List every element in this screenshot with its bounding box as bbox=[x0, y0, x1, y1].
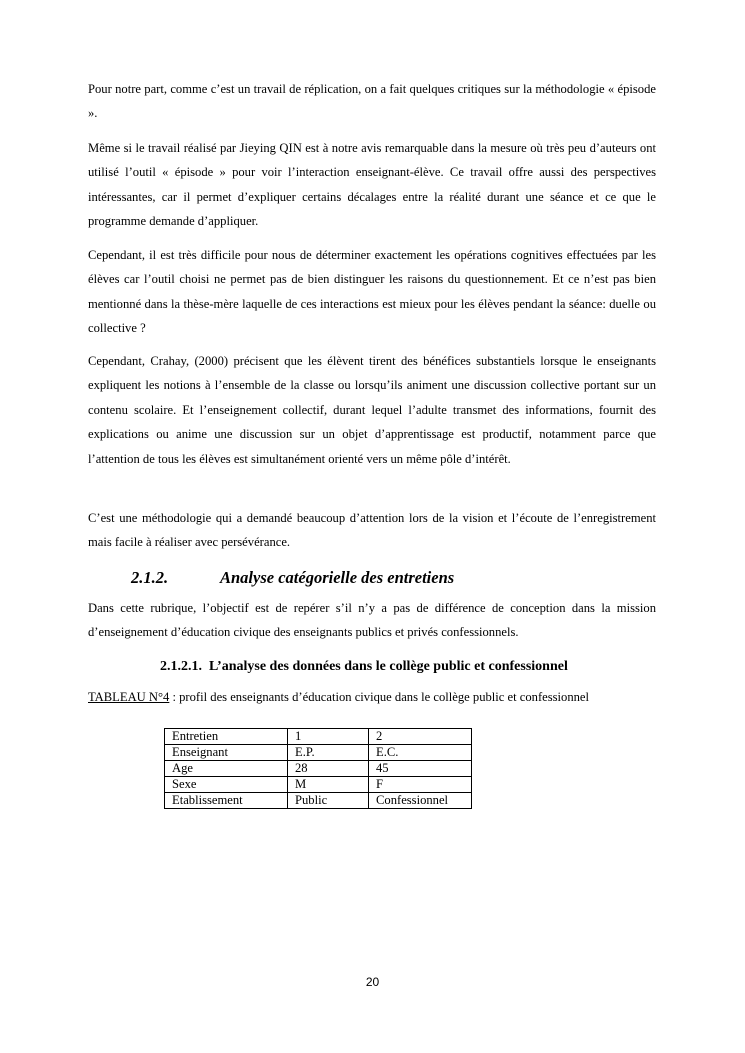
paragraph-cognitive-operations: Cependant, il est très difficile pour nous de déterminer exactement les opérations cognitives effectuées par les élèves car l’outil choisi ne permet pas de bien distinguer les raisons du questionnement. Et ce n’est pas bien mentionné dans la thèse-mère laquelle de ces interactions est mieux pour les élèves pendant la séance: duelle ou collective ? bbox=[88, 248, 656, 336]
table-cell: M bbox=[288, 777, 369, 793]
table-cell: Etablissement bbox=[165, 793, 288, 809]
table-cell: F bbox=[369, 777, 472, 793]
table-row bbox=[165, 745, 472, 761]
table-cell: 28 bbox=[288, 761, 369, 777]
teacher-profile-table bbox=[164, 728, 472, 809]
subsection-title: L’analyse des données dans le collège public et confessionnel bbox=[209, 659, 568, 674]
paragraph-qin-work: Même si le travail réalisé par Jieying QIN est à notre avis remarquable dans la mesure où très peu d’auteurs ont utilisé l’outil « épisode » pour voir l’interaction enseignant-élève. Ce travail offre aussi des perspectives intéressantes, car il permet d’expliquer certains décalages entre la réalité durant une séance et ce que le programme demande d’appliquer. bbox=[88, 141, 656, 229]
table-caption-label: TABLEAU N°4 bbox=[88, 690, 170, 704]
table-cell: Sexe bbox=[165, 777, 288, 793]
paragraph-crahay: Cependant, Crahay, (2000) précisent que les élèvent tirent des bénéfices substantiels lorsque le enseignants expliquent les notions à l’ensemble de la classe ou lorsqu’ils animent une discussion collective portant sur un contenu scolaire. Et l’enseignement collectif, durant lequel l’adulte transmet des informations, fournit des explications ou anime une discussion sur un objet d’apprentissage est productif, notamment parce que l’attention de tous les élèves est simultanément orienté vers un même pôle d’intérêt. bbox=[88, 354, 656, 466]
table-cell: 45 bbox=[369, 761, 472, 777]
table-cell: Confessionnel bbox=[369, 793, 472, 809]
table-caption bbox=[88, 690, 589, 705]
section-heading bbox=[131, 568, 454, 588]
table-row bbox=[165, 793, 472, 809]
table-cell: Entretien bbox=[165, 729, 288, 745]
subsection-number: 2.1.2.1. bbox=[160, 659, 202, 674]
table-caption-text: : profil des enseignants d’éducation civique dans le collège public et confessionnel bbox=[169, 690, 590, 704]
table-cell: E.P. bbox=[288, 745, 369, 761]
section-number: 2.1.2. bbox=[131, 568, 169, 587]
subsection-heading bbox=[160, 659, 568, 675]
page-number: 20 bbox=[365, 975, 380, 989]
paragraph-rubrique: Dans cette rubrique, l’objectif est de repérer s’il n’y a pas de différence de conception dans la mission d’enseignement d’éducation civique des enseignants publics et privés confessionnels. bbox=[88, 601, 656, 640]
paragraph-methodology: C’est une méthodologie qui a demandé beaucoup d’attention lors de la vision et l’écoute de l’enregistrement mais facile à réaliser avec persévérance. bbox=[88, 511, 656, 550]
table-cell: Age bbox=[165, 761, 288, 777]
table-row bbox=[165, 729, 472, 745]
paragraph-replication: Pour notre part, comme c’est un travail de réplication, on a fait quelques critiques sur la méthodologie « épisode ». bbox=[88, 82, 656, 121]
section-title: Analyse catégorielle des entretiens bbox=[220, 568, 455, 587]
table-cell: Public bbox=[288, 793, 369, 809]
table-row bbox=[165, 761, 472, 777]
table-cell: 1 bbox=[288, 729, 369, 745]
table-row bbox=[165, 777, 472, 793]
table-cell: Enseignant bbox=[165, 745, 288, 761]
table-cell: E.C. bbox=[369, 745, 472, 761]
table-cell: 2 bbox=[369, 729, 472, 745]
